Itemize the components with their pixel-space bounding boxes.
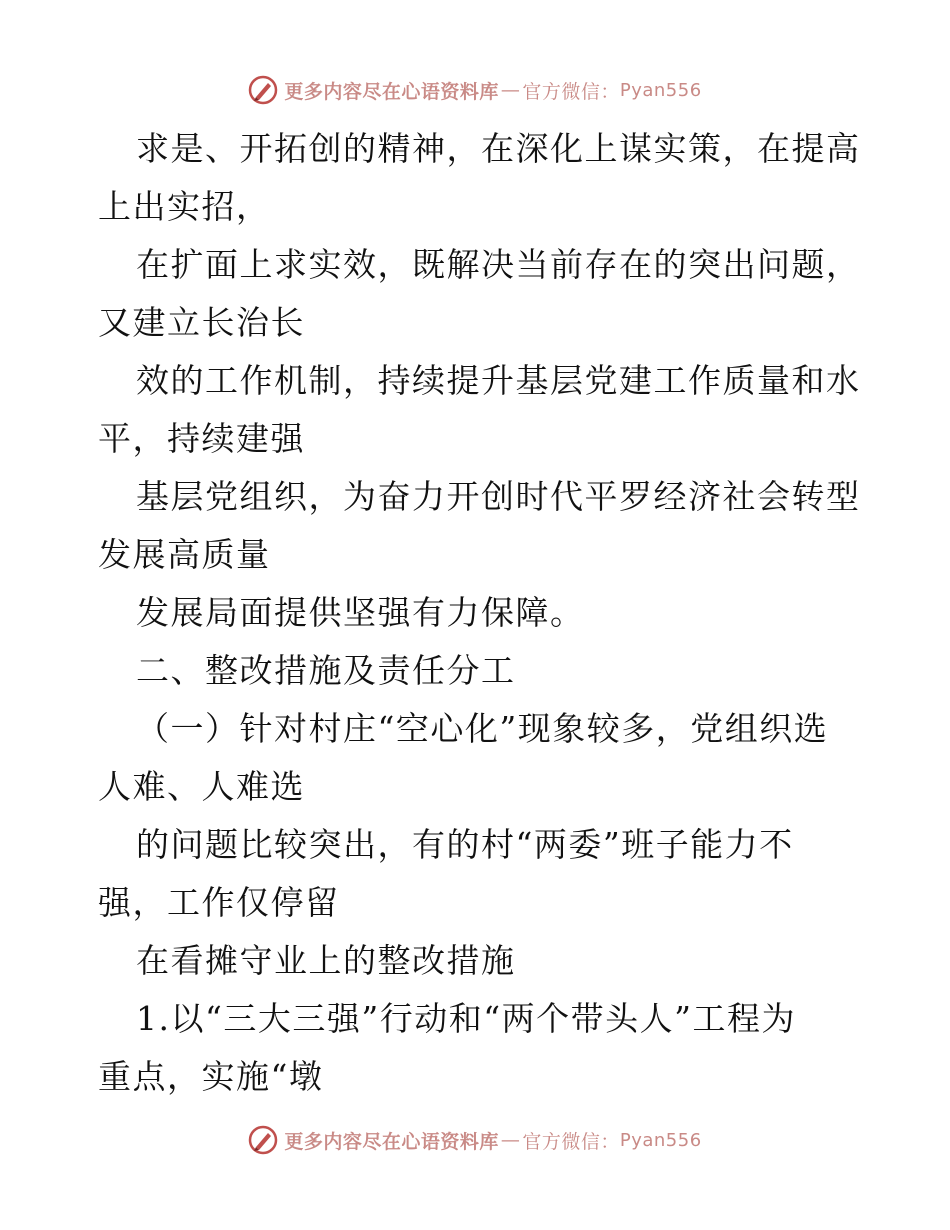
watermark-separator: — bbox=[500, 79, 521, 101]
watermark-contact-label: 官方微信： bbox=[522, 1130, 620, 1153]
watermark-text: 更多内容尽在心语资料库 bbox=[284, 80, 499, 103]
watermark-account: Pyan556 bbox=[619, 1129, 702, 1151]
watermark-account: Pyan556 bbox=[619, 79, 702, 101]
text-line: 重点，实施“墩 bbox=[98, 1057, 324, 1096]
document-body bbox=[98, 120, 861, 1106]
watermark-contact-label: 官方微信： bbox=[522, 80, 620, 103]
footer-watermark bbox=[0, 1120, 950, 1160]
text-line: 在看摊守业上的整改措施 bbox=[136, 941, 516, 980]
text-line: 又建立长治长 bbox=[98, 303, 305, 342]
text-line: 求是、开拓创的精神，在深化上谋实策，在提高 bbox=[136, 129, 861, 168]
text-line: 在扩面上求实效，既解决当前存在的突出问题， bbox=[136, 245, 861, 284]
text-line: 平，持续建强 bbox=[98, 419, 305, 458]
text-line: 的问题比较突出，有的村“两委”班子能力不 bbox=[136, 825, 794, 864]
watermark-separator: — bbox=[500, 1129, 521, 1151]
text-line: 上出实招， bbox=[98, 187, 271, 226]
text-line: （一）针对村庄“空心化”现象较多，党组织选 bbox=[136, 709, 829, 748]
text-line: 1.以“三大三强”行动和“两个带头人”工程为 bbox=[136, 999, 796, 1038]
text-line: 二、整改措施及责任分工 bbox=[136, 651, 516, 690]
text-line: 强，工作仅停留 bbox=[98, 883, 340, 922]
text-line: 基层党组织，为奋力开创时代平罗经济社会转型 bbox=[136, 477, 861, 516]
text-line: 发展局面提供坚强有力保障。 bbox=[136, 593, 585, 632]
pen-logo-icon bbox=[248, 75, 278, 105]
text-line: 效的工作机制，持续提升基层党建工作质量和水 bbox=[136, 361, 861, 400]
text-line: 发展高质量 bbox=[98, 535, 271, 574]
header-watermark bbox=[0, 70, 950, 110]
text-line: 人难、人难选 bbox=[98, 767, 305, 806]
pen-logo-icon bbox=[248, 1125, 278, 1155]
watermark-text: 更多内容尽在心语资料库 bbox=[284, 1130, 499, 1153]
